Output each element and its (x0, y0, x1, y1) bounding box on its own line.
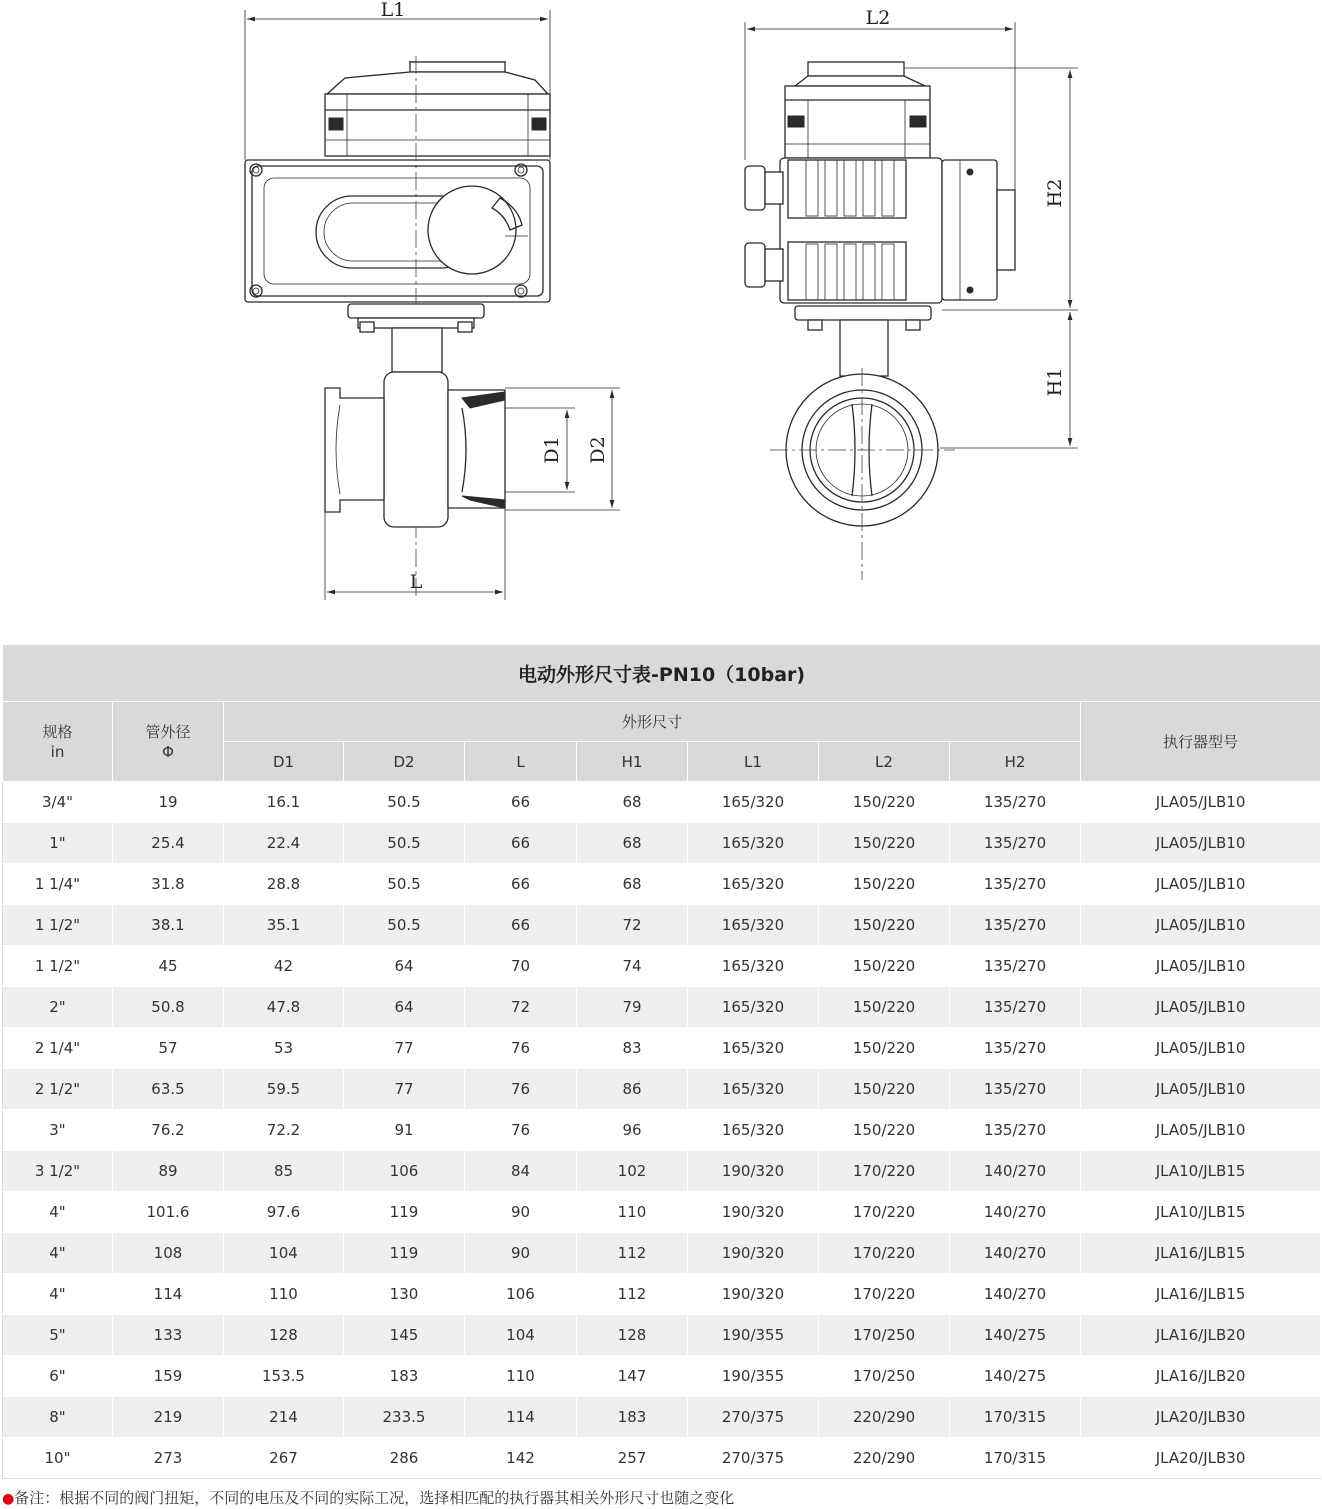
cell-l: 142 (465, 1438, 577, 1479)
cell-l: 66 (465, 864, 577, 905)
cell-pipe-od: 45 (113, 946, 224, 987)
cell-l2: 170/250 (819, 1315, 950, 1356)
cell-d1: 104 (224, 1233, 344, 1274)
cell-l2: 170/220 (819, 1233, 950, 1274)
cell-spec: 2 1/2" (3, 1069, 113, 1110)
cell-l2: 170/220 (819, 1192, 950, 1233)
cell-l1: 165/320 (688, 905, 819, 946)
header-h2: H2 (950, 742, 1081, 782)
cell-h1: 183 (577, 1397, 688, 1438)
cell-actuator-model: JLA05/JLB10 (1081, 1069, 1321, 1110)
cell-l2: 150/220 (819, 905, 950, 946)
cell-actuator-model: JLA20/JLB30 (1081, 1438, 1321, 1479)
cell-l2: 150/220 (819, 1069, 950, 1110)
cell-pipe-od: 25.4 (113, 823, 224, 864)
cell-h1: 128 (577, 1315, 688, 1356)
cell-h1: 102 (577, 1151, 688, 1192)
cell-pipe-od: 101.6 (113, 1192, 224, 1233)
cell-actuator-model: JLA10/JLB15 (1081, 1151, 1321, 1192)
cell-l2: 150/220 (819, 1028, 950, 1069)
cell-l2: 150/220 (819, 987, 950, 1028)
table-row (3, 1315, 1321, 1356)
dim-label-D2: D2 (587, 436, 609, 464)
cell-spec: 2" (3, 987, 113, 1028)
cell-d2: 77 (344, 1028, 465, 1069)
cell-spec: 4" (3, 1274, 113, 1315)
cell-h1: 83 (577, 1028, 688, 1069)
dimension-table (2, 644, 1321, 1479)
cell-d1: 28.8 (224, 864, 344, 905)
cell-actuator-model: JLA05/JLB10 (1081, 987, 1321, 1028)
header-spec: 规格 in (3, 702, 113, 782)
cell-d2: 233.5 (344, 1397, 465, 1438)
cell-h1: 72 (577, 905, 688, 946)
header-l2: L2 (819, 742, 950, 782)
cell-h1: 112 (577, 1274, 688, 1315)
cell-l: 114 (465, 1397, 577, 1438)
cell-l2: 170/220 (819, 1274, 950, 1315)
cell-spec: 4" (3, 1233, 113, 1274)
cell-actuator-model: JLA16/JLB20 (1081, 1356, 1321, 1397)
cell-pipe-od: 63.5 (113, 1069, 224, 1110)
cell-h2: 135/270 (950, 823, 1081, 864)
dim-label-H1: H1 (1044, 367, 1066, 397)
cell-l1: 190/320 (688, 1274, 819, 1315)
cell-d2: 183 (344, 1356, 465, 1397)
cell-l: 76 (465, 1069, 577, 1110)
cell-pipe-od: 273 (113, 1438, 224, 1479)
dim-label-H2: H2 (1044, 178, 1066, 208)
cell-d2: 91 (344, 1110, 465, 1151)
cell-h2: 135/270 (950, 864, 1081, 905)
note-text: 备注：根据不同的阀门扭矩，不同的电压及不同的实际工况，选择相匹配的执行器其相关外形尺寸也随之变化 (14, 1489, 735, 1507)
cell-d2: 119 (344, 1233, 465, 1274)
cell-l1: 165/320 (688, 823, 819, 864)
cell-l: 90 (465, 1192, 577, 1233)
cell-l1: 165/320 (688, 1028, 819, 1069)
cell-l1: 165/320 (688, 987, 819, 1028)
cell-l2: 170/220 (819, 1151, 950, 1192)
cell-pipe-od: 57 (113, 1028, 224, 1069)
table-row (3, 987, 1321, 1028)
cell-l1: 190/320 (688, 1233, 819, 1274)
cell-d2: 64 (344, 946, 465, 987)
cell-l: 76 (465, 1028, 577, 1069)
side-view (745, 7, 1078, 580)
cell-l: 90 (465, 1233, 577, 1274)
cell-actuator-model: JLA05/JLB10 (1081, 946, 1321, 987)
cell-actuator-model: JLA05/JLB10 (1081, 864, 1321, 905)
cell-d1: 153.5 (224, 1356, 344, 1397)
cell-d1: 110 (224, 1274, 344, 1315)
cell-h2: 140/270 (950, 1151, 1081, 1192)
cell-h2: 140/275 (950, 1356, 1081, 1397)
cell-l2: 170/250 (819, 1356, 950, 1397)
cell-pipe-od: 219 (113, 1397, 224, 1438)
cell-spec: 1 1/2" (3, 946, 113, 987)
cell-h2: 140/270 (950, 1274, 1081, 1315)
remark-note (2, 1488, 734, 1508)
cell-h1: 68 (577, 864, 688, 905)
table-body (3, 782, 1321, 1479)
cell-d2: 145 (344, 1315, 465, 1356)
cell-d1: 16.1 (224, 782, 344, 823)
cell-l: 66 (465, 905, 577, 946)
valve-dimension-drawing (0, 0, 1322, 640)
cell-actuator-model: JLA16/JLB15 (1081, 1274, 1321, 1315)
table-row (3, 1151, 1321, 1192)
cell-pipe-od: 108 (113, 1233, 224, 1274)
cell-d2: 119 (344, 1192, 465, 1233)
cell-spec: 6" (3, 1356, 113, 1397)
cell-l1: 190/320 (688, 1192, 819, 1233)
header-d2: D2 (344, 742, 465, 782)
cell-spec: 1 1/2" (3, 905, 113, 946)
header-h1: H1 (577, 742, 688, 782)
table-row (3, 946, 1321, 987)
cell-spec: 1" (3, 823, 113, 864)
cell-d2: 50.5 (344, 905, 465, 946)
note-bullet-icon: ● (2, 1491, 15, 1507)
table-row (3, 1233, 1321, 1274)
cell-h1: 79 (577, 987, 688, 1028)
header-outline-dimensions: 外形尺寸 (224, 702, 1081, 742)
cell-l1: 270/375 (688, 1438, 819, 1479)
cell-actuator-model: JLA05/JLB10 (1081, 1110, 1321, 1151)
cell-d2: 50.5 (344, 823, 465, 864)
cell-pipe-od: 114 (113, 1274, 224, 1315)
cell-spec: 3 1/2" (3, 1151, 113, 1192)
cell-l1: 190/355 (688, 1356, 819, 1397)
cell-l1: 190/320 (688, 1151, 819, 1192)
cell-actuator-model: JLA16/JLB20 (1081, 1315, 1321, 1356)
cell-h2: 170/315 (950, 1397, 1081, 1438)
cell-l: 106 (465, 1274, 577, 1315)
table-row (3, 864, 1321, 905)
cell-pipe-od: 50.8 (113, 987, 224, 1028)
cell-h1: 110 (577, 1192, 688, 1233)
cell-h1: 96 (577, 1110, 688, 1151)
cell-h2: 135/270 (950, 987, 1081, 1028)
header-d1: D1 (224, 742, 344, 782)
cell-l2: 150/220 (819, 823, 950, 864)
cell-d1: 22.4 (224, 823, 344, 864)
cell-spec: 5" (3, 1315, 113, 1356)
cell-d1: 85 (224, 1151, 344, 1192)
table-row (3, 1028, 1321, 1069)
cell-actuator-model: JLA05/JLB10 (1081, 905, 1321, 946)
cell-h2: 140/270 (950, 1192, 1081, 1233)
cell-h1: 68 (577, 782, 688, 823)
cell-h1: 147 (577, 1356, 688, 1397)
cell-d1: 53 (224, 1028, 344, 1069)
header-l: L (465, 742, 577, 782)
cell-l1: 190/355 (688, 1315, 819, 1356)
cell-h2: 170/315 (950, 1438, 1081, 1479)
dim-label-L1: L1 (380, 0, 406, 21)
cell-l1: 165/320 (688, 782, 819, 823)
cell-l: 110 (465, 1356, 577, 1397)
table-row (3, 1274, 1321, 1315)
table-row (3, 1192, 1321, 1233)
cell-h2: 140/275 (950, 1315, 1081, 1356)
cell-l2: 150/220 (819, 782, 950, 823)
table-title: 电动外形尺寸表-PN10（10bar) (3, 645, 1321, 702)
cell-actuator-model: JLA20/JLB30 (1081, 1397, 1321, 1438)
cell-l: 84 (465, 1151, 577, 1192)
cell-l2: 150/220 (819, 946, 950, 987)
cell-d1: 128 (224, 1315, 344, 1356)
cell-l: 66 (465, 782, 577, 823)
cell-pipe-od: 89 (113, 1151, 224, 1192)
cell-d2: 106 (344, 1151, 465, 1192)
cell-d1: 214 (224, 1397, 344, 1438)
table-row (3, 905, 1321, 946)
cell-d1: 59.5 (224, 1069, 344, 1110)
cell-pipe-od: 19 (113, 782, 224, 823)
cell-h1: 86 (577, 1069, 688, 1110)
cell-h2: 135/270 (950, 1028, 1081, 1069)
table-row (3, 782, 1321, 823)
cell-d1: 35.1 (224, 905, 344, 946)
table-row (3, 1438, 1321, 1479)
cell-d2: 286 (344, 1438, 465, 1479)
cell-pipe-od: 133 (113, 1315, 224, 1356)
cell-d2: 64 (344, 987, 465, 1028)
cell-pipe-od: 38.1 (113, 905, 224, 946)
cell-h2: 135/270 (950, 782, 1081, 823)
cell-h2: 135/270 (950, 905, 1081, 946)
cell-pipe-od: 159 (113, 1356, 224, 1397)
cell-pipe-od: 76.2 (113, 1110, 224, 1151)
cell-l1: 165/320 (688, 1110, 819, 1151)
cell-d1: 97.6 (224, 1192, 344, 1233)
cell-l: 72 (465, 987, 577, 1028)
cell-spec: 10" (3, 1438, 113, 1479)
dim-label-L: L (409, 571, 423, 593)
cell-actuator-model: JLA05/JLB10 (1081, 823, 1321, 864)
cell-d1: 267 (224, 1438, 344, 1479)
cell-d1: 72.2 (224, 1110, 344, 1151)
cell-h2: 135/270 (950, 1069, 1081, 1110)
cell-d1: 42 (224, 946, 344, 987)
cell-h2: 140/270 (950, 1233, 1081, 1274)
cell-d2: 77 (344, 1069, 465, 1110)
cell-actuator-model: JLA16/JLB15 (1081, 1233, 1321, 1274)
table-row (3, 1069, 1321, 1110)
cell-l: 66 (465, 823, 577, 864)
front-view (245, 0, 620, 600)
dim-label-D1: D1 (541, 436, 563, 464)
cell-h2: 135/270 (950, 946, 1081, 987)
header-l1: L1 (688, 742, 819, 782)
cell-d1: 47.8 (224, 987, 344, 1028)
cell-l2: 220/290 (819, 1438, 950, 1479)
cell-pipe-od: 31.8 (113, 864, 224, 905)
cell-actuator-model: JLA10/JLB15 (1081, 1192, 1321, 1233)
cell-h2: 135/270 (950, 1110, 1081, 1151)
table-row (3, 1110, 1321, 1151)
cell-l1: 165/320 (688, 864, 819, 905)
cell-l1: 270/375 (688, 1397, 819, 1438)
cell-d2: 50.5 (344, 864, 465, 905)
cell-l1: 165/320 (688, 946, 819, 987)
header-pipe-od: 管外径 Φ (113, 702, 224, 782)
cell-spec: 4" (3, 1192, 113, 1233)
cell-l2: 150/220 (819, 864, 950, 905)
cell-spec: 1 1/4" (3, 864, 113, 905)
cell-d2: 130 (344, 1274, 465, 1315)
cell-h1: 74 (577, 946, 688, 987)
cell-spec: 2 1/4" (3, 1028, 113, 1069)
cell-h1: 257 (577, 1438, 688, 1479)
cell-d2: 50.5 (344, 782, 465, 823)
cell-spec: 8" (3, 1397, 113, 1438)
cell-l: 76 (465, 1110, 577, 1151)
cell-l1: 165/320 (688, 1069, 819, 1110)
table-row (3, 1397, 1321, 1438)
cell-spec: 3/4" (3, 782, 113, 823)
cell-l: 70 (465, 946, 577, 987)
cell-actuator-model: JLA05/JLB10 (1081, 1028, 1321, 1069)
table-row (3, 823, 1321, 864)
cell-actuator-model: JLA05/JLB10 (1081, 782, 1321, 823)
cell-l: 104 (465, 1315, 577, 1356)
cell-l2: 220/290 (819, 1397, 950, 1438)
cell-l2: 150/220 (819, 1110, 950, 1151)
header-actuator-model: 执行器型号 (1081, 702, 1321, 782)
table-row (3, 1356, 1321, 1397)
cell-h1: 112 (577, 1233, 688, 1274)
dim-label-L2: L2 (865, 7, 891, 29)
cell-spec: 3" (3, 1110, 113, 1151)
cell-h1: 68 (577, 823, 688, 864)
